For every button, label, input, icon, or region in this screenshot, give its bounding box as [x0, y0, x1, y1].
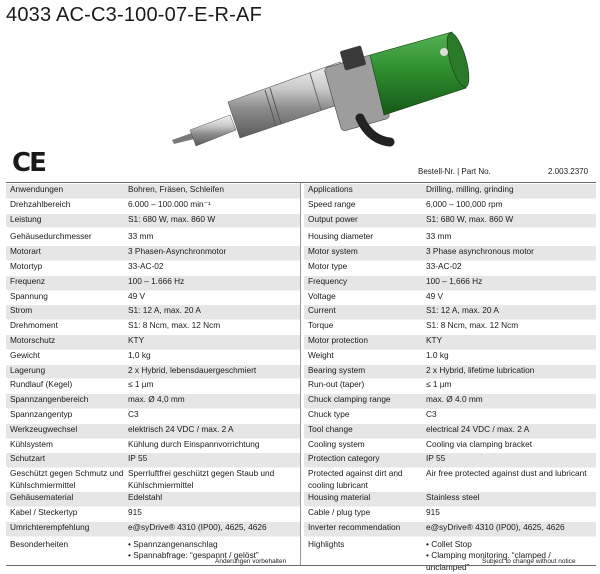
spec-value: 3 Phase asynchronous motor — [426, 246, 534, 257]
spec-label: Protected against dirt and cooling lubricant — [308, 468, 403, 490]
spec-value: electrical 24 VDC / max. 2 A — [426, 423, 530, 434]
spec-row — [304, 350, 596, 365]
spec-value: 33 mm — [128, 231, 154, 242]
spec-value: 2 x Hybrid, lifetime lubrication — [426, 364, 535, 375]
spec-label: Applications — [308, 184, 353, 194]
spec-row — [6, 394, 300, 409]
column-separator — [300, 183, 301, 565]
spec-row — [6, 335, 300, 350]
spec-value: 49 V — [426, 290, 444, 301]
spec-label: Weight — [308, 349, 334, 360]
spec-label: Leistung — [10, 213, 42, 224]
spec-label: Umrichterempfehlung — [10, 521, 90, 532]
spec-label: Motor type — [308, 260, 348, 271]
spec-label: Output power — [308, 213, 358, 224]
spec-row — [304, 320, 596, 335]
spec-row — [304, 424, 596, 439]
spec-value: Bohren, Fräsen, Schleifen — [128, 184, 224, 194]
table-top-rule — [6, 182, 596, 183]
highlight-text: Collet Stop — [431, 538, 472, 549]
spec-value: IP 55 — [128, 453, 148, 464]
spec-value: C3 — [128, 408, 139, 419]
spec-row — [6, 305, 300, 320]
spec-value: 100 – 1.666 Hz — [128, 275, 185, 286]
highlight-text: Spannabfrage: “gespannt / gelöst” — [133, 550, 259, 561]
spec-label: Frequency — [308, 275, 348, 286]
spec-value: 1,0 kg — [128, 349, 151, 360]
spec-row — [6, 409, 300, 424]
spec-value: 2 x Hybrid, lebensdauergeschmiert — [128, 364, 257, 375]
spec-value — [424, 539, 596, 574]
spec-value: ≤ 1 µm — [426, 379, 452, 390]
spec-label: Inverter recommendation — [308, 521, 401, 532]
spec-value: Kühlung durch Einspannvorrichtung — [128, 438, 260, 449]
spec-label: Tool change — [308, 423, 353, 434]
spec-label: Anwendungen — [10, 184, 64, 194]
spindle-product-image — [170, 30, 470, 160]
spec-row — [304, 305, 596, 320]
spec-label: Besonderheiten — [10, 538, 69, 549]
spec-value: IP 55 — [426, 453, 446, 464]
spec-row — [304, 522, 596, 537]
spec-row — [304, 379, 596, 394]
spec-value: 49 V — [128, 290, 146, 301]
spec-row — [304, 394, 596, 409]
spec-label: Housing material — [308, 492, 371, 503]
spec-label: Spannung — [10, 290, 48, 301]
spec-row — [6, 365, 300, 380]
spec-label: Drehmoment — [10, 320, 58, 331]
spec-row — [6, 214, 300, 229]
spec-value: Drilling, milling, grinding — [426, 184, 514, 194]
spec-value: Sperrluftfrei geschützt gegen Staub und Kühlschmiermittel — [128, 468, 275, 490]
spec-row — [6, 379, 300, 394]
spec-row — [6, 199, 300, 214]
spec-row — [6, 424, 300, 439]
spec-label: Speed range — [308, 198, 356, 209]
spec-label: Gewicht — [10, 349, 40, 360]
spec-value: KTY — [426, 334, 443, 345]
spec-label: Cooling system — [308, 438, 365, 449]
spec-label: Frequenz — [10, 275, 46, 286]
spec-value: ≤ 1 µm — [128, 379, 154, 390]
highlight-text: Spannzangenanschlag — [133, 538, 218, 549]
spec-label: Chuck clamping range — [308, 394, 391, 405]
spec-value: 33-AC-02 — [426, 260, 462, 271]
spec-value: 100 – 1,666 Hz — [426, 275, 483, 286]
spec-value: Cooling via clamping bracket — [426, 438, 533, 449]
footer-note-english: Subject to change without notice — [482, 558, 576, 565]
bullet-icon: • — [128, 550, 134, 561]
spec-row — [6, 439, 300, 454]
spec-value: S1: 8 Ncm, max. 12 Ncm — [128, 320, 221, 331]
spec-label: Torque — [308, 320, 334, 331]
bullet-icon: • — [128, 538, 134, 549]
highlight-item — [426, 539, 596, 551]
spec-row — [6, 320, 300, 335]
spec-row — [304, 246, 596, 261]
spec-value: 33 mm — [426, 231, 452, 242]
spec-value: Edelstahl — [128, 492, 163, 503]
spec-row — [304, 409, 596, 424]
spec-value: S1: 680 W, max. 860 W — [426, 213, 514, 224]
spec-label: Cable / plug type — [308, 506, 371, 517]
spec-label: Drehzahlbereich — [10, 198, 71, 209]
spec-row — [6, 246, 300, 261]
spec-value: 915 — [128, 506, 142, 517]
spec-label: Schutzart — [10, 453, 46, 464]
spec-value: 6,000 – 100,000 rpm — [426, 198, 503, 209]
spec-label: Bearing system — [308, 364, 366, 375]
spec-label: Motortyp — [10, 260, 43, 271]
spec-row — [304, 537, 596, 574]
spec-table-english — [304, 184, 596, 574]
spec-value: 1.0 kg — [426, 349, 449, 360]
spec-value: e@syDrive® 4310 (IP00), 4625, 4626 — [128, 521, 267, 532]
spec-label: Highlights — [308, 538, 345, 549]
spec-row — [6, 231, 300, 246]
spec-value: S1: 8 Ncm, max. 12 Ncm — [426, 320, 519, 331]
table-bottom-rule — [6, 565, 596, 566]
spec-value: KTY — [128, 334, 145, 345]
spec-row — [304, 335, 596, 350]
spec-label: Kühlsystem — [10, 438, 53, 449]
spec-label: Werkzeugwechsel — [10, 423, 78, 434]
spec-value: e@syDrive® 4310 (IP00), 4625, 4626 — [426, 521, 565, 532]
spec-label: Housing diameter — [308, 231, 374, 242]
spec-row — [304, 231, 596, 246]
spec-value: 6.000 – 100.000 min⁻¹ — [128, 198, 211, 209]
part-number-label: Bestell-Nr. | Part No. — [418, 167, 491, 176]
spec-row — [304, 184, 596, 199]
spec-value: elektrisch 24 VDC / max. 2 A — [128, 423, 234, 434]
spec-row — [304, 453, 596, 468]
spec-label: Gehäusematerial — [10, 492, 74, 503]
spec-value: 915 — [426, 506, 440, 517]
spec-value: Air free protected against dust and lubricant — [426, 468, 587, 479]
footer-note-german: Änderungen vorbehalten — [215, 558, 287, 565]
spec-label: Chuck type — [308, 408, 350, 419]
spec-value: Stainless steel — [426, 492, 480, 503]
spec-label: Motorart — [10, 246, 41, 257]
bullet-icon: • — [426, 550, 432, 561]
spec-row — [304, 291, 596, 306]
spec-label: Gehäusedurchmesser — [10, 231, 92, 242]
spec-row — [6, 276, 300, 291]
highlight-item — [128, 539, 300, 551]
spec-label: Rundlauf (Kegel) — [10, 379, 73, 390]
spec-value: 3 Phasen-Asynchronmotor — [128, 246, 227, 257]
spec-row — [304, 492, 596, 507]
spec-row — [6, 468, 300, 492]
spec-row — [6, 350, 300, 365]
spec-row — [6, 453, 300, 468]
spec-row — [6, 492, 300, 507]
spec-row — [6, 507, 300, 522]
bullet-icon: • — [426, 538, 432, 549]
spec-row — [304, 199, 596, 214]
spec-table-german — [6, 184, 300, 563]
spec-label: Motor system — [308, 246, 358, 257]
spec-row — [304, 439, 596, 454]
spec-value: max. Ø 4.0 mm — [426, 394, 483, 405]
ce-mark: CE — [12, 148, 45, 178]
spec-row — [6, 291, 300, 306]
part-number: 2.003.2370 — [548, 167, 589, 176]
spec-value: 33-AC-02 — [128, 260, 164, 271]
spec-label: Protection category — [308, 453, 380, 464]
spec-row — [304, 261, 596, 276]
spec-label: Current — [308, 305, 336, 316]
spec-label: Kabel / Steckertyp — [10, 506, 78, 517]
spec-label: Voltage — [308, 290, 336, 301]
spec-value: C3 — [426, 408, 437, 419]
highlight-text: Clamping monitoring. “clamped / unclamped” — [426, 550, 551, 572]
spec-label: Strom — [10, 305, 33, 316]
spec-label: Spannzangentyp — [10, 408, 73, 419]
spec-row — [304, 276, 596, 291]
spec-row — [6, 522, 300, 537]
spec-row — [6, 261, 300, 276]
spec-label: Geschützt gegen Schmutz und Kühlschmiermittel — [10, 468, 124, 490]
spec-value: S1: 12 A, max. 20 A — [426, 305, 499, 316]
spec-value: S1: 12 A, max. 20 A — [128, 305, 201, 316]
spec-label: Lagerung — [10, 364, 46, 375]
spec-label: Spannzangenbereich — [10, 394, 89, 405]
spec-row — [304, 468, 596, 492]
spec-value: max. Ø 4,0 mm — [128, 394, 185, 405]
product-title: 4033 AC-C3-100-07-E-R-AF — [6, 4, 263, 26]
spec-row — [304, 507, 596, 522]
spec-label: Motorschutz — [10, 334, 56, 345]
spec-row — [304, 214, 596, 229]
spec-label: Run-out (taper) — [308, 379, 365, 390]
spec-row — [6, 184, 300, 199]
spec-row — [304, 365, 596, 380]
spec-value: S1: 680 W, max. 860 W — [128, 213, 216, 224]
spec-label: Motor protection — [308, 334, 368, 345]
